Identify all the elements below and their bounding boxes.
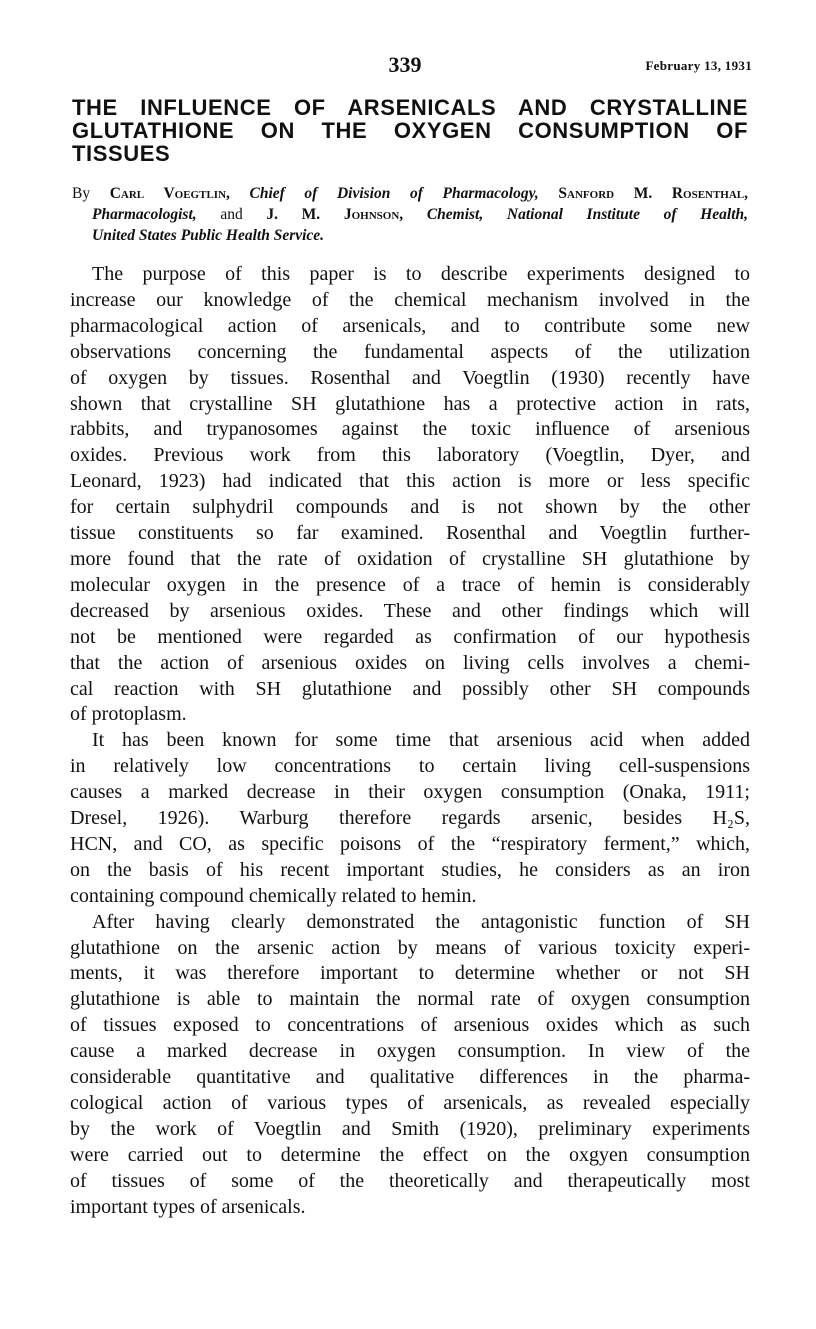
text-line: The purpose of this paper is to describe experiments designed to	[92, 263, 750, 285]
byline-by: By	[72, 185, 91, 202]
text-line: pharmacological action of arsenicals, and to contribute some new	[70, 314, 750, 337]
author-name: Sanford M. Rosenthal,	[558, 185, 749, 202]
byline	[72, 183, 748, 246]
author-role: Chemist, National Institute of Health,	[426, 206, 748, 223]
byline-line	[72, 183, 748, 204]
text-line: HCN, and CO, as specific poisons of the “respiratory ferment,” which,	[70, 832, 750, 855]
text-line: observations concerning the fundamental aspects of the utilization	[70, 340, 750, 363]
text-line: After having clearly demonstrated the antagonistic function of SH	[92, 910, 750, 933]
article-body	[70, 262, 750, 1221]
title-line: THE INFLUENCE OF ARSENICALS AND CRYSTALLINE	[72, 95, 748, 120]
text-line: that the action of arsenious oxides on living cells involves a chemi-	[70, 651, 750, 674]
author-role: Pharmacologist,	[92, 206, 197, 223]
byline-and: and	[220, 206, 243, 223]
text-line: shown that crystalline SH glutathione has a protective action in rats,	[70, 392, 750, 415]
byline-line	[72, 225, 748, 246]
text-line: glutathione on the arsenic action by means of various toxicity experi-	[70, 936, 750, 959]
text-line: causes a marked decrease in their oxygen consumption (Onaka, 1911;	[70, 781, 750, 804]
text-line: cause a marked decrease in oxygen consumption. In view of the	[70, 1040, 750, 1063]
text-line: Leonard, 1923) had indicated that this action is more or less specific	[70, 470, 750, 493]
text-line: decreased by arsenious oxides. These and other findings which will	[70, 599, 750, 622]
text-line: were carried out to determine the effect on the oxgyen consumption	[70, 1143, 750, 1166]
paragraph	[70, 728, 750, 909]
text-line: in relatively low concentrations to certain living cell-suspensions	[70, 755, 750, 778]
title-line: TISSUES	[72, 141, 171, 166]
text-line: considerable quantitative and qualitative differences in the pharma-	[70, 1066, 750, 1089]
author-name: J. M. Johnson,	[266, 206, 404, 223]
text-line: glutathione is able to maintain the normal rate of oxygen consumption	[70, 988, 750, 1011]
text-line: not be mentioned were regarded as confirmation of our hypothesis	[70, 625, 750, 648]
byline-line	[72, 204, 748, 225]
text-line: cal reaction with SH glutathione and possibly other SH compounds	[70, 677, 750, 700]
text-line: rabbits, and trypanosomes against the toxic influence of arsenious	[70, 418, 750, 441]
title-line: GLUTATHIONE ON THE OXYGEN CONSUMPTION OF	[72, 118, 748, 143]
text-line: molecular oxygen in the presence of a trace of hemin is considerably	[70, 573, 750, 596]
author-name: Carl Voegtlin,	[109, 185, 230, 202]
text-line: containing compound chemically related to hemin.	[70, 884, 477, 907]
text-line: of tissues of some of the theoretically and therapeutically most	[70, 1169, 750, 1192]
text-line: by the work of Voegtlin and Smith (1920), preliminary experiments	[70, 1117, 750, 1140]
text-line: Dresel, 1926). Warburg therefore regards arsenic, besides H₂S,	[70, 807, 750, 830]
text-line: ments, it was therefore important to determine whether or not SH	[70, 962, 750, 985]
text-line: cological action of various types of arsenicals, as revealed especially	[70, 1092, 750, 1114]
text-line: more found that the rate of oxidation of crystalline SH glutathione by	[70, 547, 750, 570]
text-line: oxides. Previous work from this laboratory (Voegtlin, Dyer, and	[70, 444, 750, 467]
paragraph	[70, 262, 750, 728]
text-line: tissue constituents so far examined. Rosenthal and Voegtlin further-	[70, 522, 750, 545]
text-line: of tissues exposed to concentrations of arsenious oxides which as such	[70, 1014, 750, 1037]
paragraph	[70, 910, 750, 1221]
text-line: of protoplasm.	[70, 703, 187, 726]
author-role: Chief of Division of Pharmacology,	[249, 185, 539, 202]
text-line: important types of arsenicals.	[70, 1195, 306, 1218]
text-line: of oxygen by tissues. Rosenthal and Voegtlin (1930) recently have	[70, 366, 750, 389]
text-line: on the basis of his recent important studies, he considers as an iron	[70, 858, 750, 881]
issue-date: February 13, 1931	[645, 58, 752, 73]
text-line: It has been known for some time that arsenious acid when added	[92, 729, 750, 752]
text-line: for certain sulphydril compounds and is not shown by the other	[70, 496, 750, 519]
article-title	[72, 96, 748, 165]
page-number: 339	[388, 52, 422, 77]
text-line: increase our knowledge of the chemical mechanism involved in the	[70, 288, 750, 311]
affiliation: United States Public Health Service.	[92, 227, 325, 244]
